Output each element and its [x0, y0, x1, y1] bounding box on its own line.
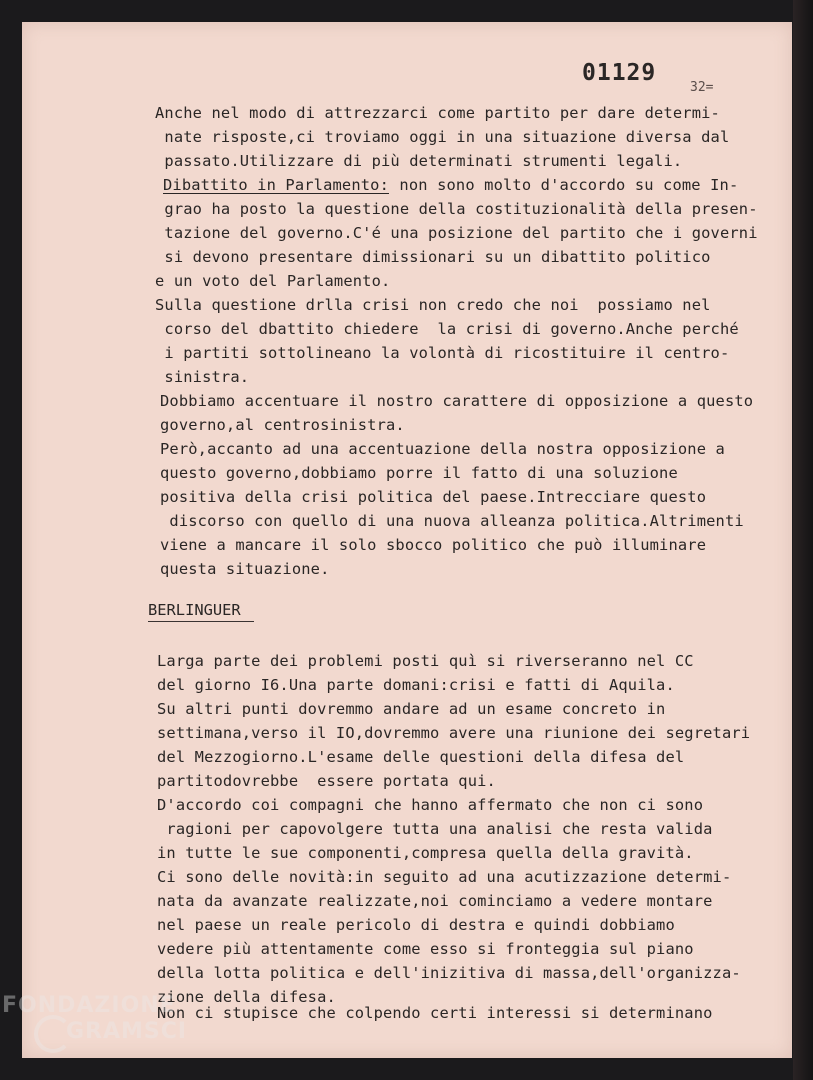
- text-line: questa situazione.: [160, 560, 330, 578]
- text-line: partitodovrebbe essere portata qui.: [157, 772, 496, 790]
- watermark-logo: [0, 985, 200, 1080]
- text-line: in tutte le sue componenti,compresa quella della gravità.: [157, 844, 694, 862]
- text-line: positiva della crisi politica del paese.Intrecciare questo: [160, 488, 707, 506]
- text-line: e un voto del Parlamento.: [155, 272, 391, 290]
- text-line: passato.Utilizzare di più determinati strumenti legali.: [155, 152, 683, 170]
- text-line: zione della difesa.: [157, 988, 336, 1006]
- page-edge: [793, 0, 813, 1080]
- text-line: corso del dbattito chiedere la crisi di governo.Anche perché: [155, 320, 739, 338]
- text-line: Anche nel modo di attrezzarci come partito per dare determi-: [155, 104, 720, 122]
- text-line: vedere più attentamente come esso si fronteggia sul piano: [157, 940, 694, 958]
- page-number: 32=: [690, 80, 714, 95]
- text-line: Non ci stupisce che colpendo certi interessi si determinano: [157, 1004, 713, 1022]
- heading-underline: [148, 621, 254, 622]
- text-line: si devono presentare dimissionari su un dibattito politico: [155, 248, 711, 266]
- text-line: sinistra.: [155, 368, 250, 386]
- text-line: Larga parte dei problemi posti quì si riverseranno nel CC: [157, 652, 694, 670]
- text-line: Su altri punti dovremmo andare ad un esame concreto in: [157, 700, 666, 718]
- text-line: governo,al centrosinistra.: [160, 416, 405, 434]
- text-line: Dobbiamo accentuare il nostro carattere di opposizione a questo: [160, 392, 754, 410]
- archive-stamp-number: 01129: [582, 60, 657, 86]
- text-line: tazione del governo.C'é una posizione del partito che i governi: [155, 224, 758, 242]
- text-line: ragioni per capovolgere tutta una analisi che resta valida: [157, 820, 713, 838]
- text-line: della lotta politica e dell'inizitiva di massa,dell'organizza-: [157, 964, 741, 982]
- text-line: i partiti sottolineano la volontà di ricostituire il centro-: [155, 344, 730, 362]
- text-line: settimana,verso il IO,dovremmo avere una riunione dei segretari: [157, 724, 751, 742]
- watermark-text-bottom: GRAMSCI: [66, 1019, 188, 1044]
- text-line: grao ha posto la questione della costituzionalità della presen-: [155, 200, 758, 218]
- text-line: viene a mancare il solo sbocco politico che può illuminare: [160, 536, 707, 554]
- text-line: del Mezzogiorno.L'esame delle questioni della difesa del: [157, 748, 685, 766]
- text-line: nate risposte,ci troviamo oggi in una situazione diversa dal: [155, 128, 730, 146]
- text-line: Però,accanto ad una accentuazione della nostra opposizione a: [160, 440, 725, 458]
- section-heading: BERLINGUER: [148, 601, 241, 619]
- watermark-text-top: FONDAZIONE: [2, 993, 176, 1018]
- text-line: nata da avanzate realizzate,noi cominciamo a vedere montare: [157, 892, 713, 910]
- text-line: del giorno I6.Una parte domani:crisi e fatti di Aquila.: [157, 676, 675, 694]
- text-line: non sono molto d'accordo su come In-: [390, 176, 739, 194]
- underlined-topic: Dibattito in Parlamento:: [163, 176, 389, 194]
- text-line: Ci sono delle novità:in seguito ad una acutizzazione determi-: [157, 868, 732, 886]
- text-line: Sulla questione drlla crisi non credo che noi possiamo nel: [155, 296, 711, 314]
- text-line: nel paese un reale pericolo di destra e quindi dobbiamo: [157, 916, 675, 934]
- text-line: discorso con quello di una nuova alleanza politica.Altrimenti: [160, 512, 744, 530]
- text-line: D'accordo coi compagni che hanno affermato che non ci sono: [157, 796, 704, 814]
- text-line: questo governo,dobbiamo porre il fatto di una soluzione: [160, 464, 678, 482]
